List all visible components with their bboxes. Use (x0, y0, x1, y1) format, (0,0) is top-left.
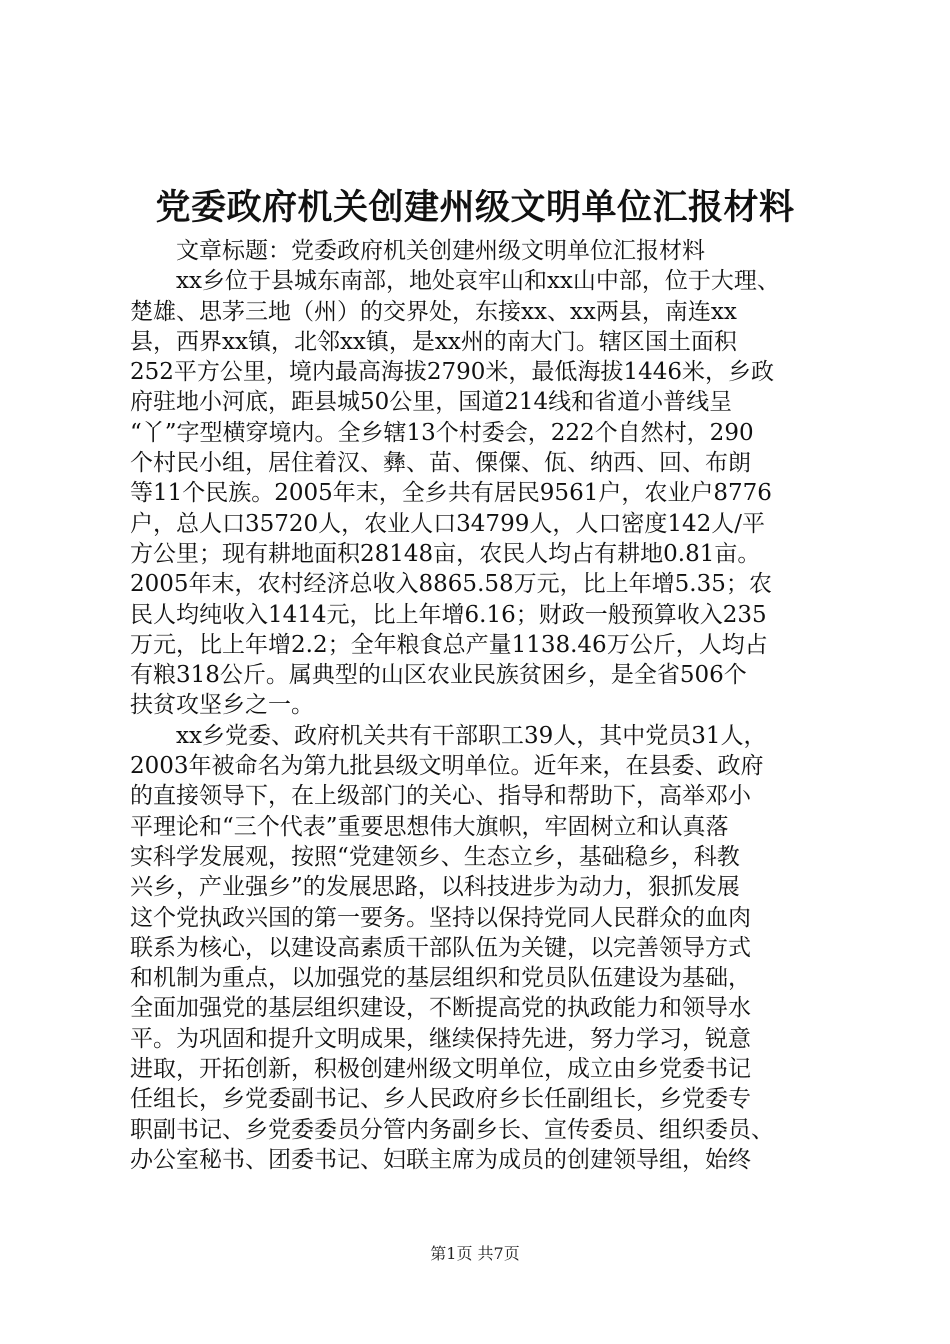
document-body (130, 236, 842, 1175)
body-text-line: 扶贫攻坚乡之一。 (130, 692, 314, 719)
body-text-line: 实科学发展观，按照“党建领乡、生态立乡，基础稳乡，科教 (130, 843, 740, 870)
body-text-line: 这个党执政兴国的第一要务。坚持以保持党同人民群众的血肉 (130, 904, 751, 931)
page-footer: 第1页 共7页 (430, 1244, 520, 1263)
body-text-line: 方公里；现有耕地面积28148亩，农民人均占有耕地0.81亩。 (130, 540, 761, 567)
body-text-line: 民人均纯收入1414元，比上年增6.16；财政一般预算收入235 (130, 601, 767, 628)
body-text-line: 的直接领导下，在上级部门的关心、指导和帮助下，高举邓小 (130, 783, 751, 810)
body-text-line: 联系为核心，以建设高素质干部队伍为关键，以完善领导方式 (130, 934, 751, 961)
body-text-line: 进取，开拓创新，积极创建州级文明单位，成立由乡党委书记 (130, 1056, 751, 1083)
body-text-line: 有粮318公斤。属典型的山区农业民族贫困乡，是全省506个 (130, 662, 747, 689)
body-text-line: 平理论和“三个代表”重要思想伟大旗帜，牢固树立和认真落 (130, 813, 729, 840)
body-text-line: 办公室秘书、团委书记、妇联主席为成员的创建领导组，始终 (130, 1146, 751, 1173)
body-text-line: 兴乡，产业强乡”的发展思路，以科技进步为动力，狠抓发展 (130, 874, 740, 901)
body-text-line: 个村民小组，居住着汉、彝、苗、傈僳、佤、纳西、回、布朗 (130, 450, 751, 477)
body-text-line: 府驻地小河底，距县城50公里，国道214线和省道小普线呈 (130, 389, 733, 416)
body-text-line: xx乡党委、政府机关共有干部职工39人，其中党员31人， (130, 722, 767, 749)
body-text-line: 和机制为重点，以加强党的基层组织和党员队伍建设为基础， (130, 965, 751, 992)
document-title: 党委政府机关创建州级文明单位汇报材料 (155, 187, 795, 228)
body-text-line: 252平方公里，境内最高海拔2790米，最低海拔1446米，乡政 (130, 359, 774, 386)
body-text-line: 万元，比上年增2.2；全年粮食总产量1138.46万公斤，人均占 (130, 631, 768, 658)
body-text-line: xx乡位于县城东南部，地处哀牢山和xx山中部，位于大理、 (130, 268, 780, 295)
body-text-line: 2005年末，农村经济总收入8865.58万元，比上年增5.35；农 (130, 571, 772, 598)
body-text-line: “丫”字型横穿境内。全乡辖13个村委会，222个自然村，290 (130, 419, 754, 446)
body-text-line: 县，西界xx镇，北邻xx镇，是xx州的南大门。辖区国土面积 (130, 328, 737, 355)
body-text-line: 楚雄、思茅三地（州）的交界处，东接xx、xx两县，南连xx (130, 298, 737, 325)
body-text-line: 2003年被命名为第九批县级文明单位。近年来，在县委、政府 (130, 753, 764, 780)
body-text-line: 任组长，乡党委副书记、乡人民政府乡长任副组长，乡党委专 (130, 1086, 751, 1113)
body-text-line: 文章标题：党委政府机关创建州级文明单位汇报材料 (130, 238, 705, 264)
body-text-line: 等11个民族。2005年末，全乡共有居民9561户，农业户8776 (130, 480, 772, 507)
body-text-line: 全面加强党的基层组织建设，不断提高党的执政能力和领导水 (130, 995, 751, 1022)
body-text-line: 职副书记、乡党委委员分管内务副乡长、宣传委员、组织委员、 (130, 1116, 774, 1143)
body-text-line: 户，总人口35720人，农业人口34799人，人口密度142人/平 (130, 510, 765, 537)
body-text-line: 平。为巩固和提升文明成果，继续保持先进，努力学习，锐意 (130, 1025, 751, 1052)
